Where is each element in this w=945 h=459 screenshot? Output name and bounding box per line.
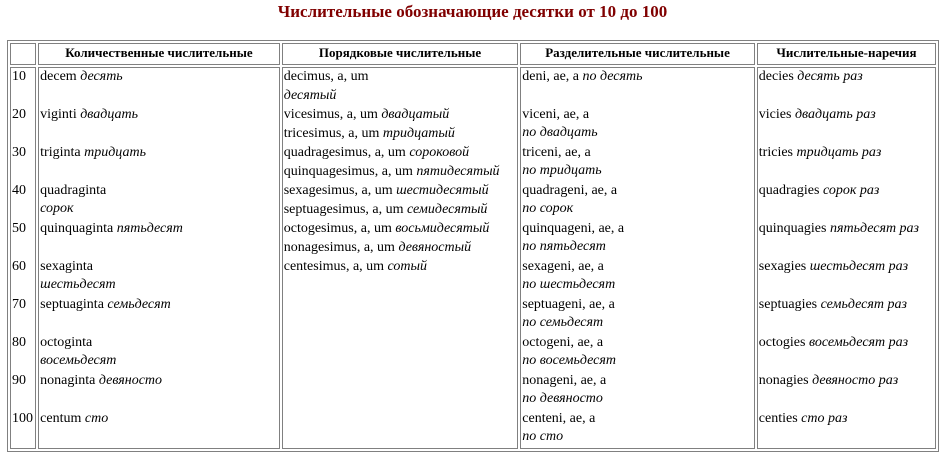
ordinal-line xyxy=(284,201,517,220)
row-number-text: 40 xyxy=(12,183,26,198)
cardinal-russian: двадцать xyxy=(80,107,139,122)
distributive-russian: по пятьдесят xyxy=(522,239,606,254)
row-number xyxy=(12,296,34,334)
cardinal-russian: пятьдесят xyxy=(116,221,183,236)
cardinal-entry xyxy=(40,220,278,258)
ordinal-line xyxy=(284,220,517,239)
distributive-entry xyxy=(522,372,753,410)
adverbial-line xyxy=(759,410,934,428)
row-number-text: 30 xyxy=(12,145,26,160)
row-number-text: 10 xyxy=(12,69,26,84)
row-number xyxy=(12,182,34,220)
distributive-entry xyxy=(522,258,753,296)
ordinal-russian: тридцатый xyxy=(382,126,455,141)
adverbial-russian: восемьдесят раз xyxy=(808,335,909,350)
table-body-row xyxy=(10,67,936,449)
ordinal-russian: пятидесятый xyxy=(416,164,500,179)
adverbial-line xyxy=(759,258,934,276)
adverbial-latin: nonagies xyxy=(758,373,809,388)
adverbial-entry xyxy=(759,106,934,144)
row-number-text: 50 xyxy=(12,221,26,236)
adverbial-entry xyxy=(759,68,934,106)
adverbial-entry xyxy=(759,182,934,220)
distributive-entry xyxy=(522,68,753,106)
adverbial-column xyxy=(757,67,936,449)
adverbial-russian: шестьдесят раз xyxy=(809,259,909,274)
distributive-line xyxy=(522,258,753,276)
distributive-entry xyxy=(522,334,753,372)
ordinal-latin: sexagesimus, a, um xyxy=(283,183,393,198)
ordinal-line xyxy=(284,239,517,258)
ordinal-latin: octogesimus, a, um xyxy=(283,221,392,236)
ordinal-line xyxy=(284,258,517,277)
ordinal-line xyxy=(284,163,517,182)
distributive-line xyxy=(522,200,753,218)
cardinal-latin: quinquaginta xyxy=(40,221,114,236)
ordinal-russian: шестидесятый xyxy=(396,183,489,198)
distributive-line xyxy=(522,124,753,142)
adverbial-latin: tricies xyxy=(758,145,794,160)
row-number xyxy=(12,410,34,448)
adverbial-line xyxy=(759,372,934,390)
adverbial-russian: семьдесят раз xyxy=(820,297,907,312)
distributive-line xyxy=(522,106,753,124)
distributive-russian: по тридцать xyxy=(522,163,602,178)
ordinal-column xyxy=(282,67,519,449)
distributive-latin: deni, ae, a xyxy=(522,69,580,84)
adverbial-entry xyxy=(759,220,934,258)
ordinal-line xyxy=(284,87,517,106)
distributive-line xyxy=(522,334,753,352)
cardinal-latin: triginta xyxy=(40,145,81,160)
table-header-row xyxy=(10,43,936,65)
cardinal-russian: восемьдесят xyxy=(40,353,117,368)
cardinal-latin: sexaginta xyxy=(40,259,94,274)
cardinal-entry xyxy=(40,144,278,182)
cardinal-line xyxy=(40,220,278,238)
header-number xyxy=(10,43,36,65)
adverbial-latin: septuagies xyxy=(758,297,818,312)
cardinal-entry xyxy=(40,182,278,220)
adverbial-latin: vicies xyxy=(758,107,792,122)
cardinal-entry xyxy=(40,410,278,448)
distributive-russian: по семьдесят xyxy=(522,315,604,330)
cardinal-column xyxy=(38,67,280,449)
numerals-table xyxy=(7,40,939,452)
distributive-line xyxy=(522,390,753,408)
adverbial-latin: sexagies xyxy=(758,259,807,274)
distributive-russian: по двадцать xyxy=(522,125,598,140)
cardinal-line xyxy=(40,144,278,162)
cardinal-russian: семьдесят xyxy=(107,297,171,312)
adverbial-entry xyxy=(759,258,934,296)
distributive-line xyxy=(522,220,753,238)
adverbial-entry xyxy=(759,410,934,448)
row-number-text: 80 xyxy=(12,335,26,350)
ordinal-russian: десятый xyxy=(283,88,337,103)
adverbial-russian: пятьдесят раз xyxy=(829,221,920,236)
row-number xyxy=(12,258,34,296)
ordinal-latin: quadragesimus, a, um xyxy=(283,145,406,160)
adverbial-russian: двадцать раз xyxy=(794,107,876,122)
distributive-russian: по сто xyxy=(522,429,564,444)
cardinal-russian: сорок xyxy=(40,201,74,216)
distributive-latin: nonageni, ae, a xyxy=(522,373,607,388)
cardinal-russian: сто xyxy=(84,411,109,426)
cardinal-line xyxy=(40,258,278,276)
row-number-text: 60 xyxy=(12,259,26,274)
cardinal-line xyxy=(40,352,278,370)
ordinal-latin: quinquagesimus, a, um xyxy=(283,164,413,179)
cardinal-entry xyxy=(40,372,278,410)
adverbial-entry xyxy=(759,144,934,182)
distributive-line xyxy=(522,238,753,256)
distributive-line xyxy=(522,352,753,370)
distributive-line xyxy=(522,296,753,314)
row-number-text: 20 xyxy=(12,107,26,122)
adverbial-latin: quinquagies xyxy=(758,221,827,236)
distributive-entry xyxy=(522,410,753,448)
distributive-line xyxy=(522,410,753,428)
distributive-line xyxy=(522,372,753,390)
ordinal-latin: centesimus, a, um xyxy=(283,259,385,274)
cardinal-entry xyxy=(40,68,278,106)
ordinal-line xyxy=(284,182,517,201)
distributive-russian: по десять xyxy=(582,69,643,84)
distributive-entry xyxy=(522,144,753,182)
adverbial-line xyxy=(759,334,934,352)
row-number-text: 90 xyxy=(12,373,26,388)
distributive-line xyxy=(522,162,753,180)
header-cardinal: Количественные числительные xyxy=(38,43,280,65)
cardinal-entry xyxy=(40,106,278,144)
cardinal-line xyxy=(40,372,278,390)
distributive-line xyxy=(522,314,753,332)
row-number xyxy=(12,334,34,372)
adverbial-latin: octogies xyxy=(758,335,806,350)
row-number xyxy=(12,106,34,144)
row-number-text: 70 xyxy=(12,297,26,312)
distributive-latin: septuageni, ae, a xyxy=(522,297,615,312)
distributive-line xyxy=(522,276,753,294)
cardinal-latin: nonaginta xyxy=(40,373,96,388)
cardinal-russian: шестьдесят xyxy=(40,277,116,292)
ordinal-latin: decimus, a, um xyxy=(283,69,369,84)
header-adverbial: Числительные-наречия xyxy=(757,43,936,65)
adverbial-russian: десять раз xyxy=(797,69,863,84)
distributive-latin: quadrageni, ae, a xyxy=(522,183,618,198)
distributive-latin: centeni, ae, a xyxy=(522,411,596,426)
row-number xyxy=(12,68,34,106)
adverbial-line xyxy=(759,68,934,86)
row-number xyxy=(12,144,34,182)
cardinal-line xyxy=(40,276,278,294)
adverbial-russian: девяносто раз xyxy=(812,373,899,388)
ordinal-latin: tricesimus, a, um xyxy=(283,126,380,141)
cardinal-line xyxy=(40,68,278,86)
header-ordinal: Порядковые числительные xyxy=(282,43,519,65)
adverbial-line xyxy=(759,106,934,124)
cardinal-latin: septuaginta xyxy=(40,297,104,312)
row-number xyxy=(12,372,34,410)
header-distributive: Разделительные числительные xyxy=(520,43,755,65)
cardinal-russian: тридцать xyxy=(84,145,146,160)
cardinal-line xyxy=(40,106,278,124)
distributive-russian: по девяносто xyxy=(522,391,603,406)
adverbial-russian: сорок раз xyxy=(822,183,880,198)
adverbial-russian: тридцать раз xyxy=(796,145,882,160)
ordinal-russian: сороковой xyxy=(409,145,470,160)
row-number-text: 100 xyxy=(12,411,33,426)
adverbial-latin: centies xyxy=(758,411,798,426)
distributive-latin: viceni, ae, a xyxy=(522,107,590,122)
cardinal-line xyxy=(40,410,278,428)
ordinal-russian: восьмидесятый xyxy=(395,221,490,236)
distributive-line xyxy=(522,428,753,446)
distributive-russian: по сорок xyxy=(522,201,574,216)
distributive-entry xyxy=(522,296,753,334)
ordinal-russian: двадцатый xyxy=(381,107,450,122)
cardinal-latin: quadraginta xyxy=(40,183,107,198)
ordinal-latin: vicesimus, a, um xyxy=(283,107,378,122)
ordinal-line xyxy=(284,144,517,163)
cardinal-russian: десять xyxy=(80,69,123,84)
ordinal-latin: nonagesimus, a, um xyxy=(283,240,395,255)
cardinal-line xyxy=(40,296,278,314)
distributive-entry xyxy=(522,106,753,144)
cardinal-line xyxy=(40,200,278,218)
adverbial-entry xyxy=(759,372,934,410)
ordinal-latin: septuagesimus, a, um xyxy=(283,202,404,217)
distributive-line xyxy=(522,68,753,86)
cardinal-latin: octoginta xyxy=(40,335,93,350)
ordinal-russian: сотый xyxy=(387,259,428,274)
adverbial-line xyxy=(759,144,934,162)
cardinal-latin: decem xyxy=(40,69,77,84)
adverbial-russian: сто раз xyxy=(801,411,848,426)
cardinal-latin: centum xyxy=(40,411,82,426)
distributive-russian: по восемьдесят xyxy=(522,353,616,368)
cardinal-latin: viginti xyxy=(40,107,77,122)
ordinal-russian: семидесятый xyxy=(407,202,488,217)
adverbial-latin: decies xyxy=(758,69,794,84)
ordinal-line xyxy=(284,106,517,125)
cardinal-russian: девяносто xyxy=(98,373,163,388)
adverbial-entry xyxy=(759,296,934,334)
page-title: Числительные обозначающие десятки от 10 до 100 xyxy=(277,2,668,21)
cardinal-entry xyxy=(40,258,278,296)
distributive-line xyxy=(522,144,753,162)
number-column xyxy=(10,67,36,449)
adverbial-latin: quadragies xyxy=(758,183,820,198)
distributive-entry xyxy=(522,182,753,220)
distributive-latin: sexageni, ae, a xyxy=(522,259,604,274)
distributive-line xyxy=(522,182,753,200)
ordinal-russian: девяностый xyxy=(398,240,472,255)
ordinal-line xyxy=(284,125,517,144)
cardinal-entry xyxy=(40,334,278,372)
row-number xyxy=(12,220,34,258)
distributive-latin: octogeni, ae, a xyxy=(522,335,604,350)
adverbial-entry xyxy=(759,334,934,372)
adverbial-line xyxy=(759,220,934,238)
cardinal-entry xyxy=(40,296,278,334)
adverbial-line xyxy=(759,296,934,314)
adverbial-line xyxy=(759,182,934,200)
ordinal-line xyxy=(284,68,517,87)
distributive-russian: по шестьдесят xyxy=(522,277,616,292)
cardinal-line xyxy=(40,182,278,200)
distributive-latin: quinquageni, ae, a xyxy=(522,221,625,236)
cardinal-line xyxy=(40,334,278,352)
distributive-latin: triceni, ae, a xyxy=(522,145,591,160)
distributive-entry xyxy=(522,220,753,258)
distributive-column xyxy=(520,67,755,449)
